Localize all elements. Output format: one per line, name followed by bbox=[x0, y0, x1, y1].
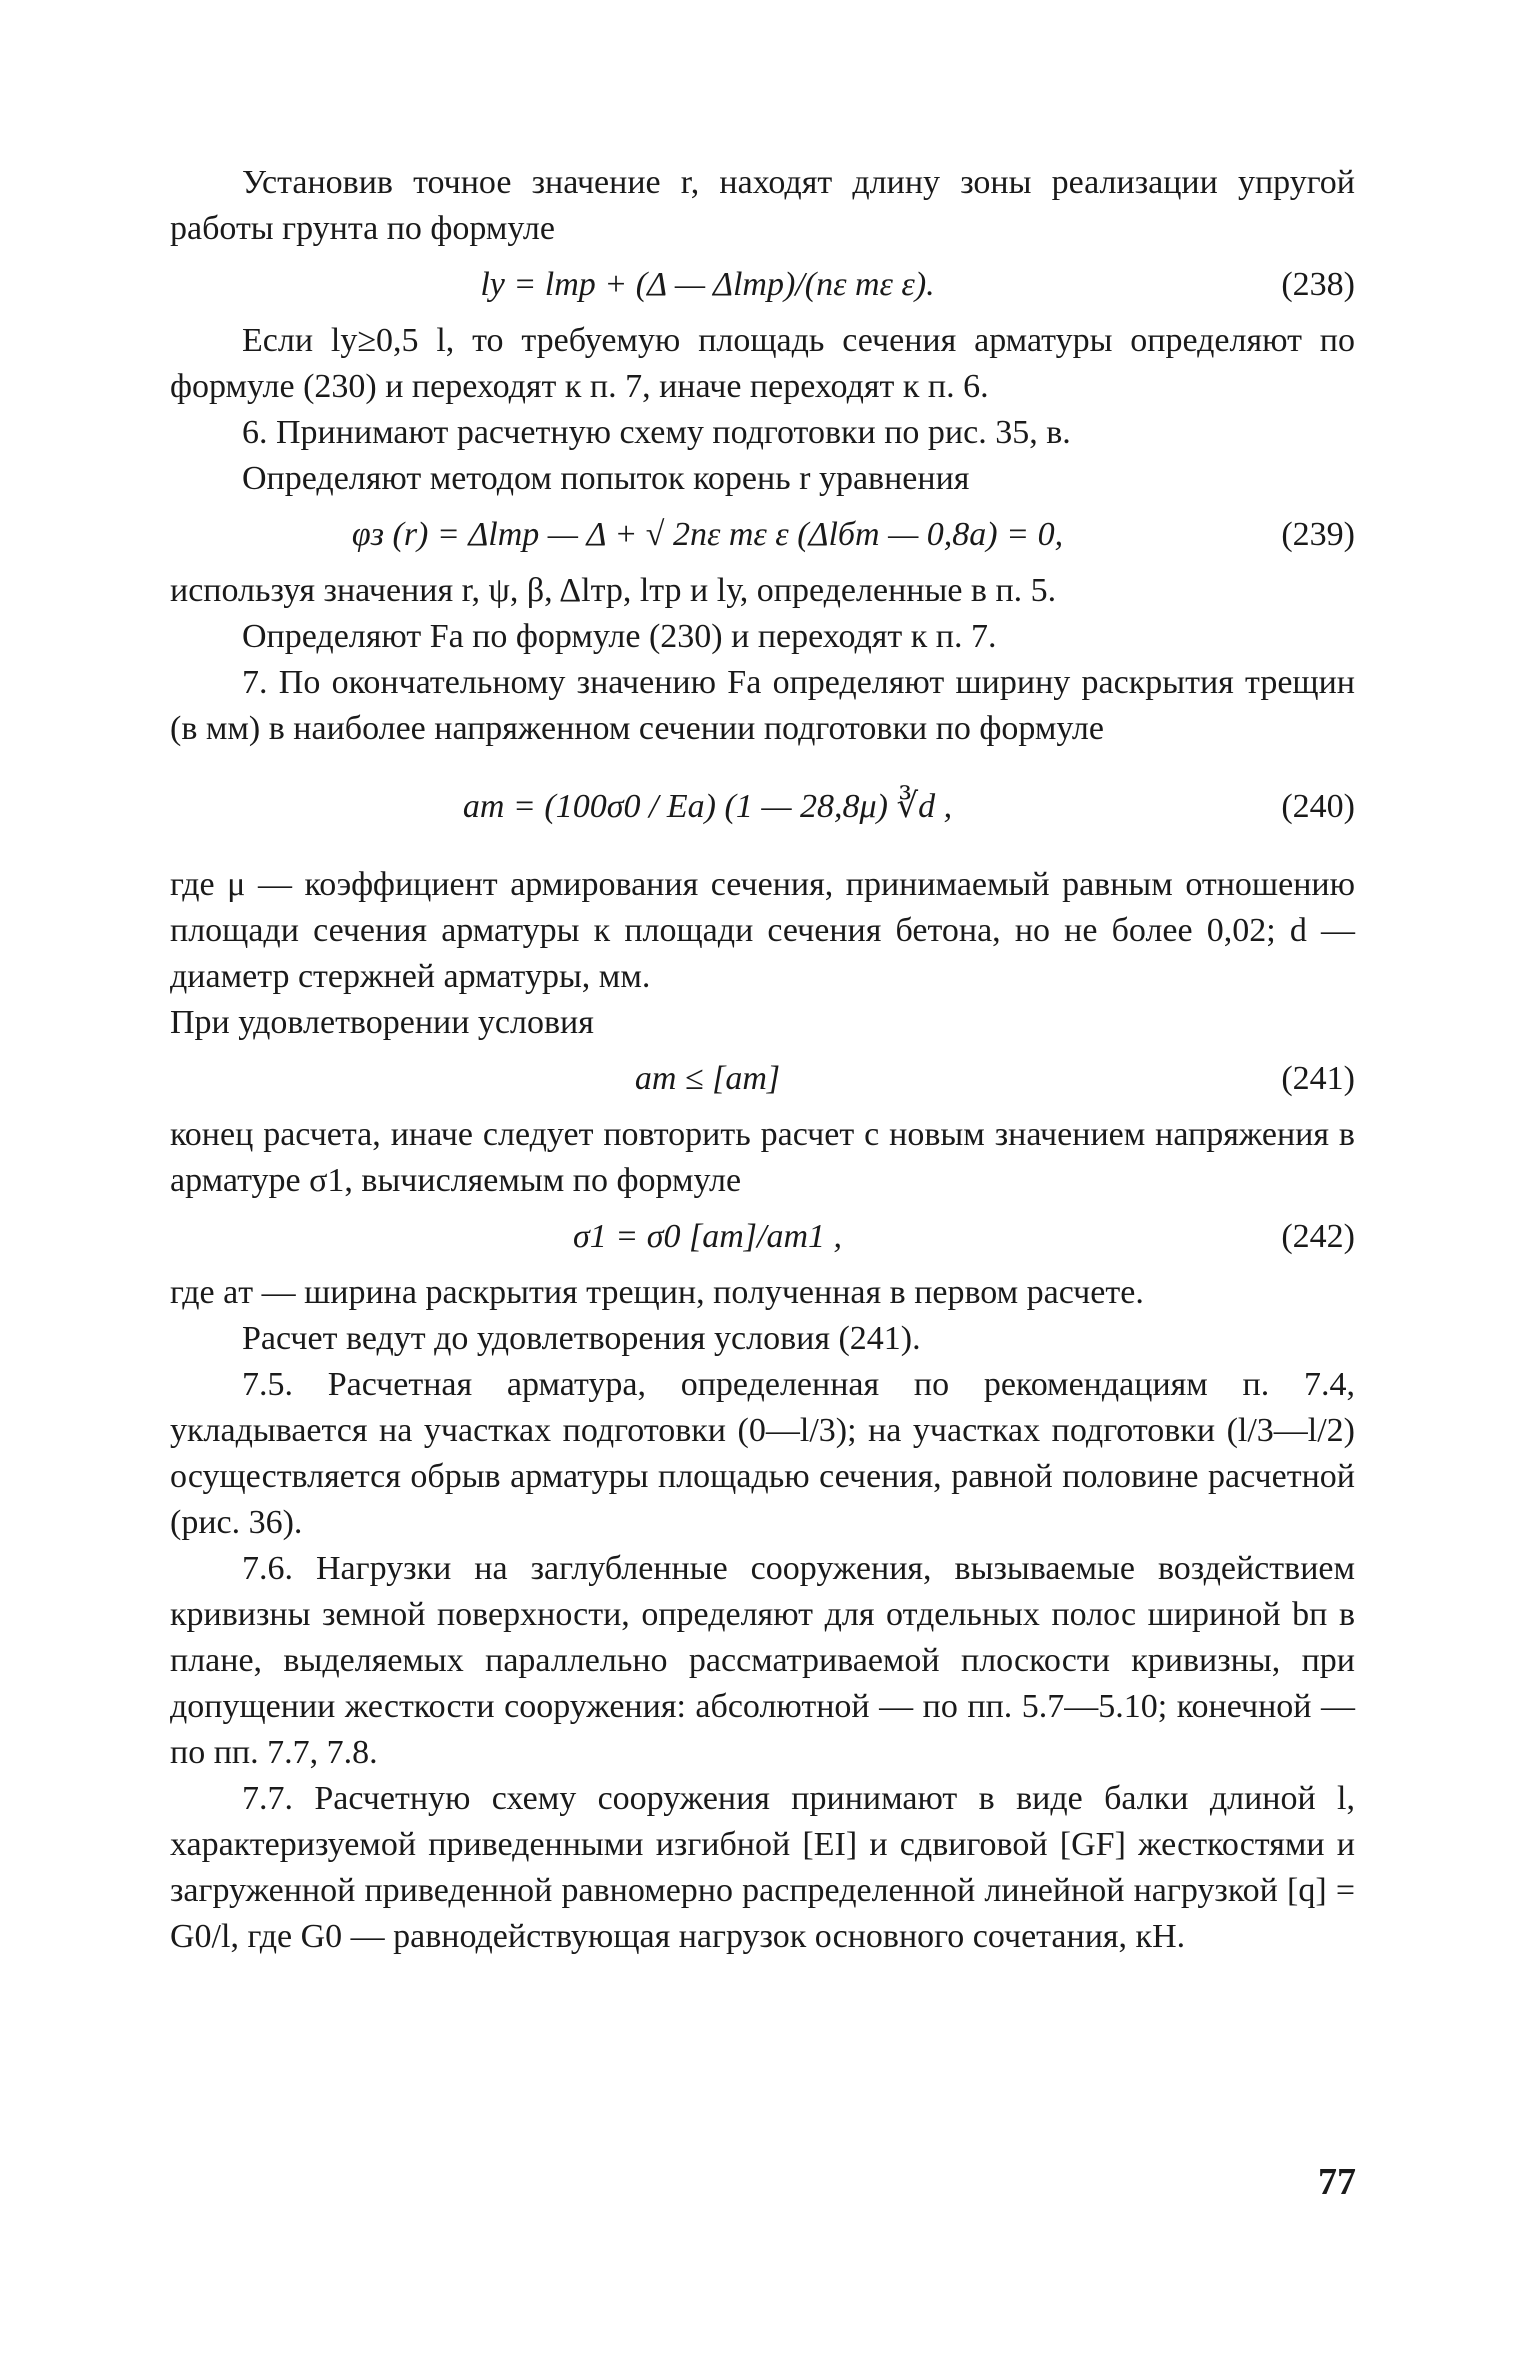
page-body bbox=[170, 160, 1355, 1960]
formula-238 bbox=[170, 252, 1355, 318]
formula-expression: lу = lтр + (Δ — Δlтр)/(nε mε ε). bbox=[480, 266, 935, 303]
formula-number: (242) bbox=[1281, 1218, 1355, 1255]
paragraph-7-6: 7.6. Нагрузки на заглубленные сооружения, вызываемые воздействием кривизны земной поверхности, определяют для отдельных полос шириной bп в плане, выделяемых параллельно рассматриваемой плоскости кривизны, при допущении жесткости сооружения: абсолютной — по пп. 5.7—5.10; конечной — по пп. 7.7, 7.8. bbox=[170, 1550, 1355, 1771]
formula-239 bbox=[170, 502, 1355, 568]
paragraph-repeat-calc: конец расчета, иначе следует повторить расчет с новым значением напряжения в арматуре σ1, вычисляемым по формуле bbox=[170, 1116, 1355, 1199]
paragraph-intro: Установив точное значение r, находят длину зоны реализации упругой работы грунта по формуле bbox=[170, 164, 1355, 247]
paragraph-mu-definition: где μ — коэффициент армирования сечения, принимаемый равным отношению площади сечения арматуры к площади сечения бетона, но не более 0,02; d — диаметр стержней арматуры, мм. bbox=[170, 866, 1355, 995]
paragraph-item-7: 7. По окончательному значению Fа определяют ширину раскрытия трещин (в мм) в наиболее напряженном сечении подготовки по формуле bbox=[170, 664, 1355, 747]
formula-242 bbox=[170, 1204, 1355, 1270]
paragraph-at-definition: где aт — ширина раскрытия трещин, полученная в первом расчете. bbox=[170, 1274, 1144, 1311]
page-number: 77 bbox=[1318, 2161, 1356, 2203]
paragraph-using-values: используя значения r, ψ, β, Δlтр, lтр и lу, определенные в п. 5. bbox=[170, 572, 1057, 609]
formula-number: (240) bbox=[1281, 788, 1355, 825]
formula-expression: aт ≤ [aт] bbox=[634, 1060, 781, 1097]
paragraph-condition: Если lу≥0,5 l, то требуемую площадь сечения арматуры определяют по формуле (230) и переходят к п. 7, иначе переходят к п. 6. bbox=[170, 322, 1355, 405]
paragraph-item-6: 6. Принимают расчетную схему подготовки по рис. 35, в. bbox=[242, 414, 1071, 451]
paragraph-root-method: Определяют методом попыток корень r уравнения bbox=[242, 460, 970, 497]
formula-expression: aт = (100σ0 / Eа) (1 — 28,8μ) ∛d , bbox=[462, 788, 953, 825]
formula-number: (239) bbox=[1281, 516, 1355, 553]
formula-expression: σ1 = σ0 [aт]/aт1 , bbox=[573, 1218, 842, 1255]
formula-number: (241) bbox=[1281, 1060, 1355, 1097]
paragraph-7-7: 7.7. Расчетную схему сооружения принимают в виде балки длиной l, характеризуемой приведенными изгибной [EI] и сдвиговой [GF] жесткостями и загруженной приведенной равномерно распределенной линейной нагрузкой [q] = G0/l, где G0 — равнодействующая нагрузок основного сочетания, кН. bbox=[170, 1780, 1355, 1955]
formula-241 bbox=[170, 1046, 1355, 1112]
paragraph-determine-fa: Определяют Fа по формуле (230) и переходят к п. 7. bbox=[242, 618, 997, 655]
formula-number: (238) bbox=[1281, 266, 1355, 303]
paragraph-condition-intro: При удовлетворении условия bbox=[170, 1004, 594, 1041]
formula-expression: φз (r) = Δlтр — Δ + √ 2nε mε ε (Δlбт — 0,8a) = 0, bbox=[351, 516, 1064, 553]
paragraph-until-condition: Расчет ведут до удовлетворения условия (241). bbox=[242, 1320, 921, 1357]
formula-240 bbox=[170, 752, 1355, 862]
paragraph-7-5: 7.5. Расчетная арматура, определенная по рекомендациям п. 7.4, укладывается на участках подготовки (0—l/3); на участках подготовки (l/3—l/2) осуществляется обрыв арматуры площадью сечения, равной половине расчетной (рис. 36). bbox=[170, 1366, 1355, 1541]
